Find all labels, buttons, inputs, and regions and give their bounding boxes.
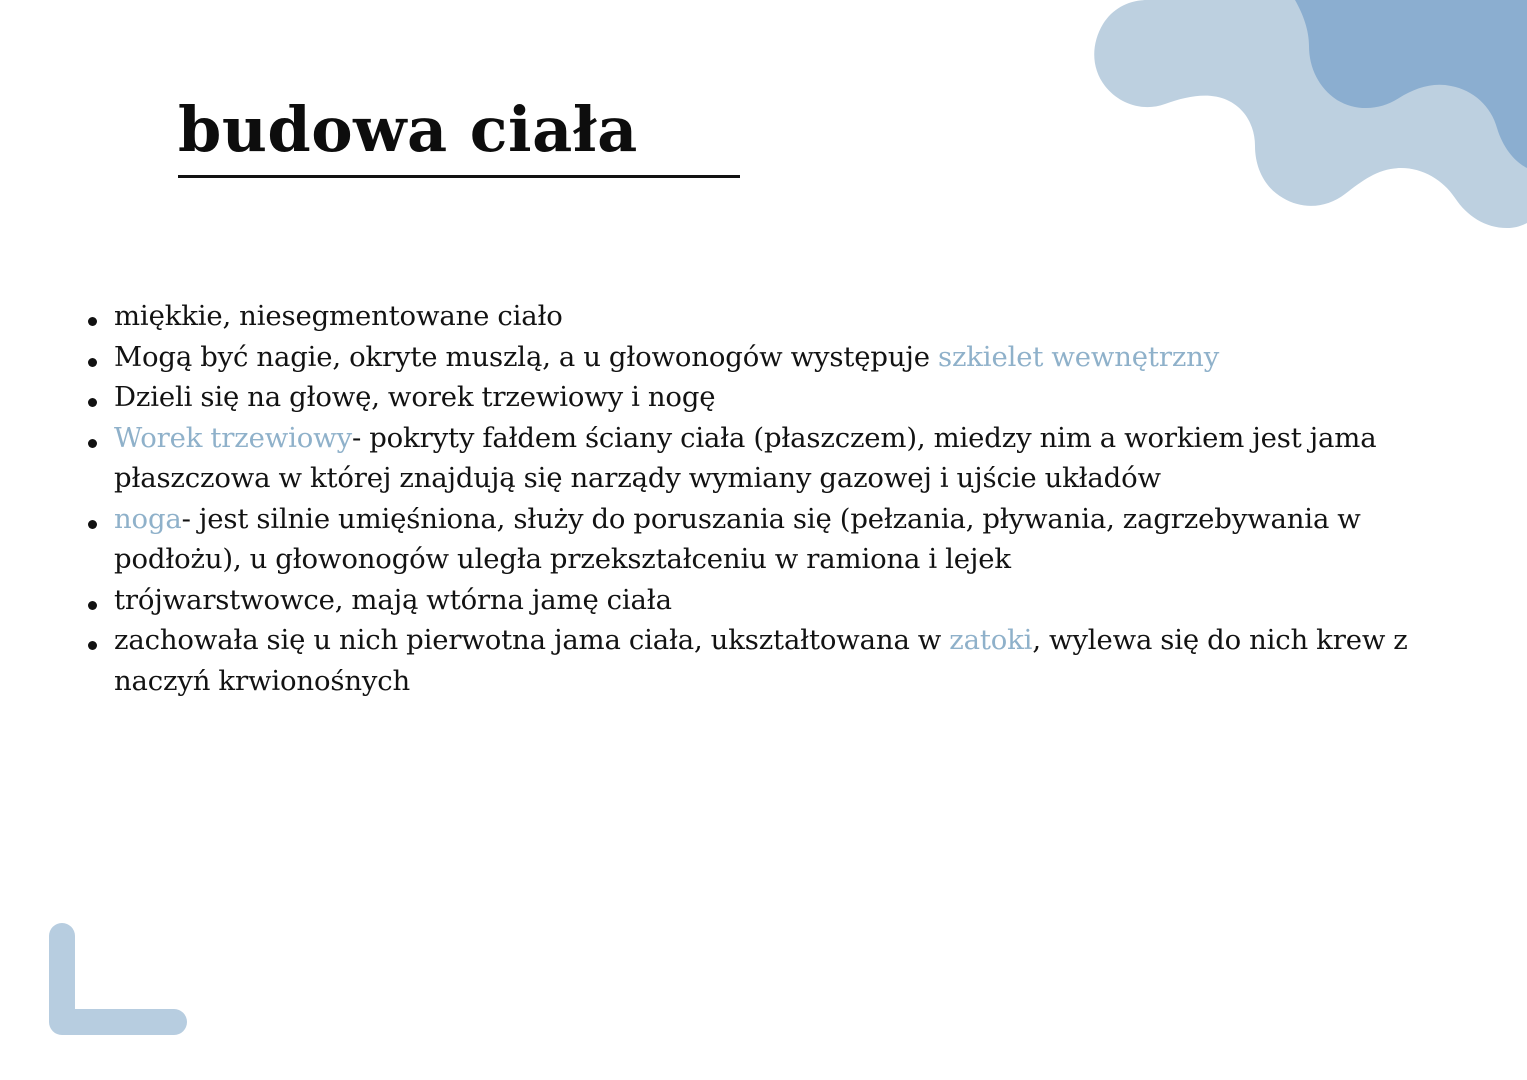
highlighted-term: Worek trzewiowy — [114, 421, 352, 454]
highlighted-term: zatoki — [949, 624, 1033, 656]
list-item — [78, 499, 1456, 580]
title-block — [178, 93, 1078, 178]
corner-bracket-shape — [62, 936, 174, 1022]
bullet-text: - jest silnie umięśniona, służy do poruszania się (pełzania, pływania, zagrzebywania w podłożu), u głowonogów uległa przekształceniu w ramiona i lejek — [114, 502, 1361, 575]
bullet-text: trójwarstwowce, mają wtórna jamę ciała — [114, 583, 672, 616]
title-underline — [178, 175, 740, 178]
bullet-text: zachowała się u nich pierwotna jama ciała, ukształtowana w — [114, 624, 950, 656]
list-item — [78, 620, 1456, 701]
list-item — [78, 580, 1456, 621]
list-item — [78, 337, 1456, 378]
list-item — [78, 418, 1456, 499]
page-title: budowa ciała — [178, 93, 638, 166]
bullet-text: , wylewa się do nich krew z naczyń krwionośnych — [114, 624, 1408, 697]
blob-dark-shape — [1295, 0, 1527, 168]
highlighted-term: szkielet wewnętrzny — [937, 340, 1220, 373]
blob-light-shape — [1094, 0, 1527, 228]
content-bullet-list — [78, 296, 1456, 701]
bullet-text: Dzieli się na głowę, worek trzewiowy i nogę — [114, 381, 716, 413]
bullet-text: Mogą być nagie, okryte muszlą, a u głowonogów występuje — [114, 340, 938, 373]
decorative-blob-top-right — [1067, 0, 1527, 300]
highlighted-term: noga — [114, 502, 182, 535]
decorative-corner-bracket — [44, 922, 194, 1042]
list-item — [78, 377, 1456, 418]
bullet-text: - pokryty fałdem ściany ciała (płaszczem), miedzy nim a workiem jest jama płaszczowa w której znajdują się narządy wymiany gazowej i ujście układów — [114, 421, 1377, 494]
list-item — [78, 296, 1456, 337]
bullet-text: miękkie, niesegmentowane ciało — [114, 300, 563, 332]
